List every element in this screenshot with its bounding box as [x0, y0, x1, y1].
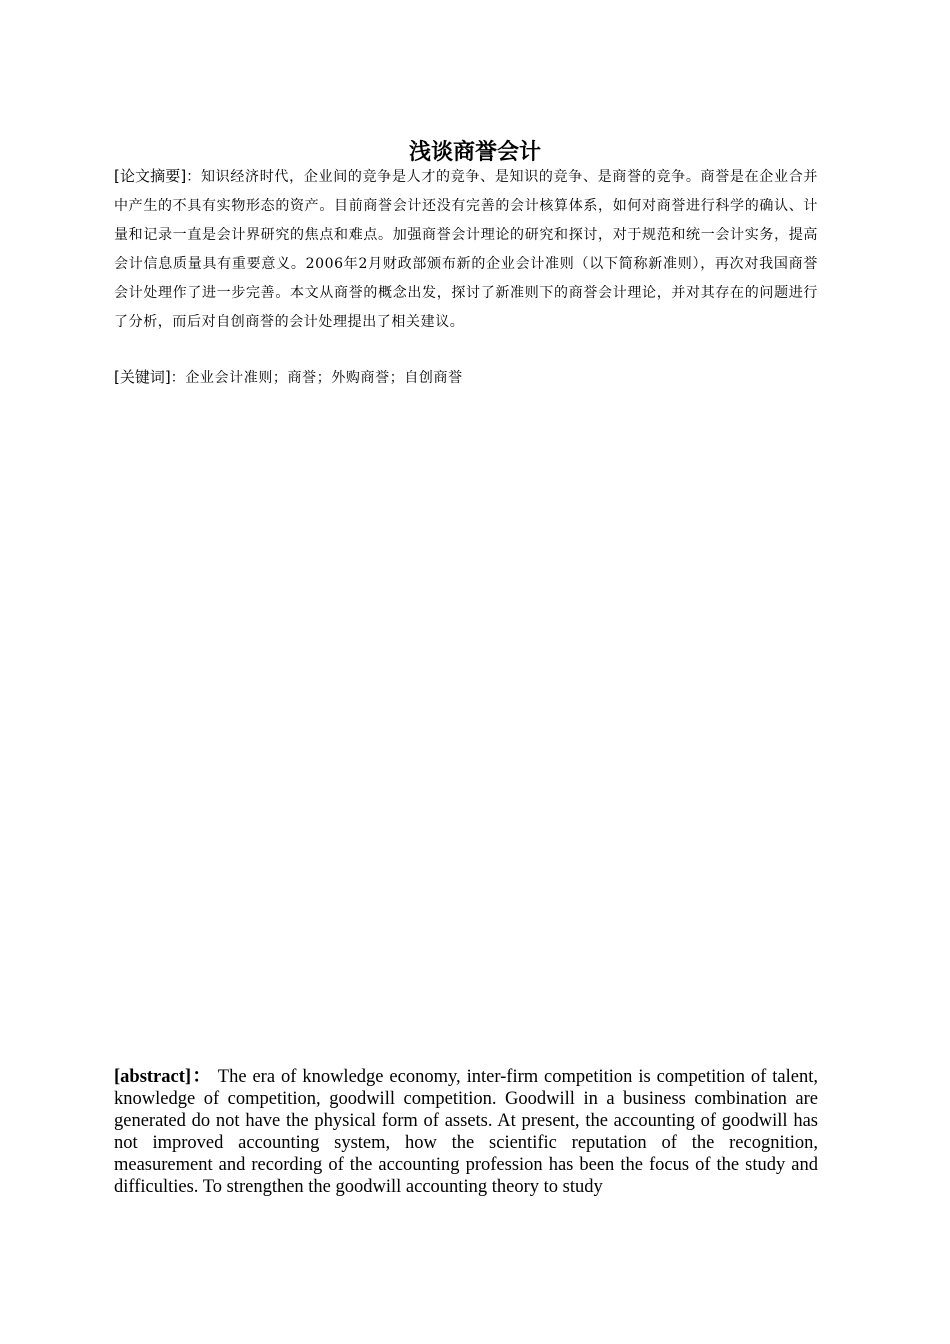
- chinese-abstract-label: [论文摘要]: [114, 167, 187, 185]
- chinese-abstract-separator: ：: [186, 169, 201, 185]
- english-abstract-separator: ：: [191, 1067, 213, 1087]
- english-abstract-text: The era of knowledge economy, inter-firm competition is competition of talent, knowledge of competition, goodwill competition. Goodwill in a business combination are generated do not have the physical form of assets. At present, the accounting of goodwill has not improved accounting system, how the scientific reputation of the recognition, measurement and recording of the accounting profession has been the focus of the study and difficulties. To strengthen the goodwill accounting theory to study: [114, 1067, 818, 1197]
- paper-title: 浅谈商誉会计: [408, 140, 541, 165]
- english-abstract: [114, 1066, 818, 1198]
- chinese-abstract-text: 知识经济时代，企业间的竞争是人才的竞争、是知识的竞争、是商誉的竞争。商誉是在企业合并中产生的不具有实物形态的资产。目前商誉会计还没有完善的会计核算体系，如何对商誉进行科学的确认、计量和记录一直是会计界研究的焦点和难点。加强商誉会计理论的研究和探讨，对于规范和统一会计实务，提高会计信息质量具有重要意义。2006年2月财政部颁布新的企业会计准则（以下简称新准则），再次对我国商誉会计处理作了进一步完善。本文从商誉的概念出发，探讨了新准则下的商誉会计理论，并对其存在的问题进行了分析，而后对自创商誉的会计处理提出了相关建议。: [114, 169, 818, 330]
- chinese-keywords: [114, 364, 818, 391]
- keywords-separator: ：: [170, 370, 186, 386]
- chinese-abstract: [114, 162, 818, 337]
- keywords-text: 企业会计准则；商誉；外购商誉；自创商誉: [185, 370, 463, 386]
- keywords-label: [关键词]: [114, 368, 171, 386]
- english-abstract-label: [abstract]: [114, 1067, 192, 1087]
